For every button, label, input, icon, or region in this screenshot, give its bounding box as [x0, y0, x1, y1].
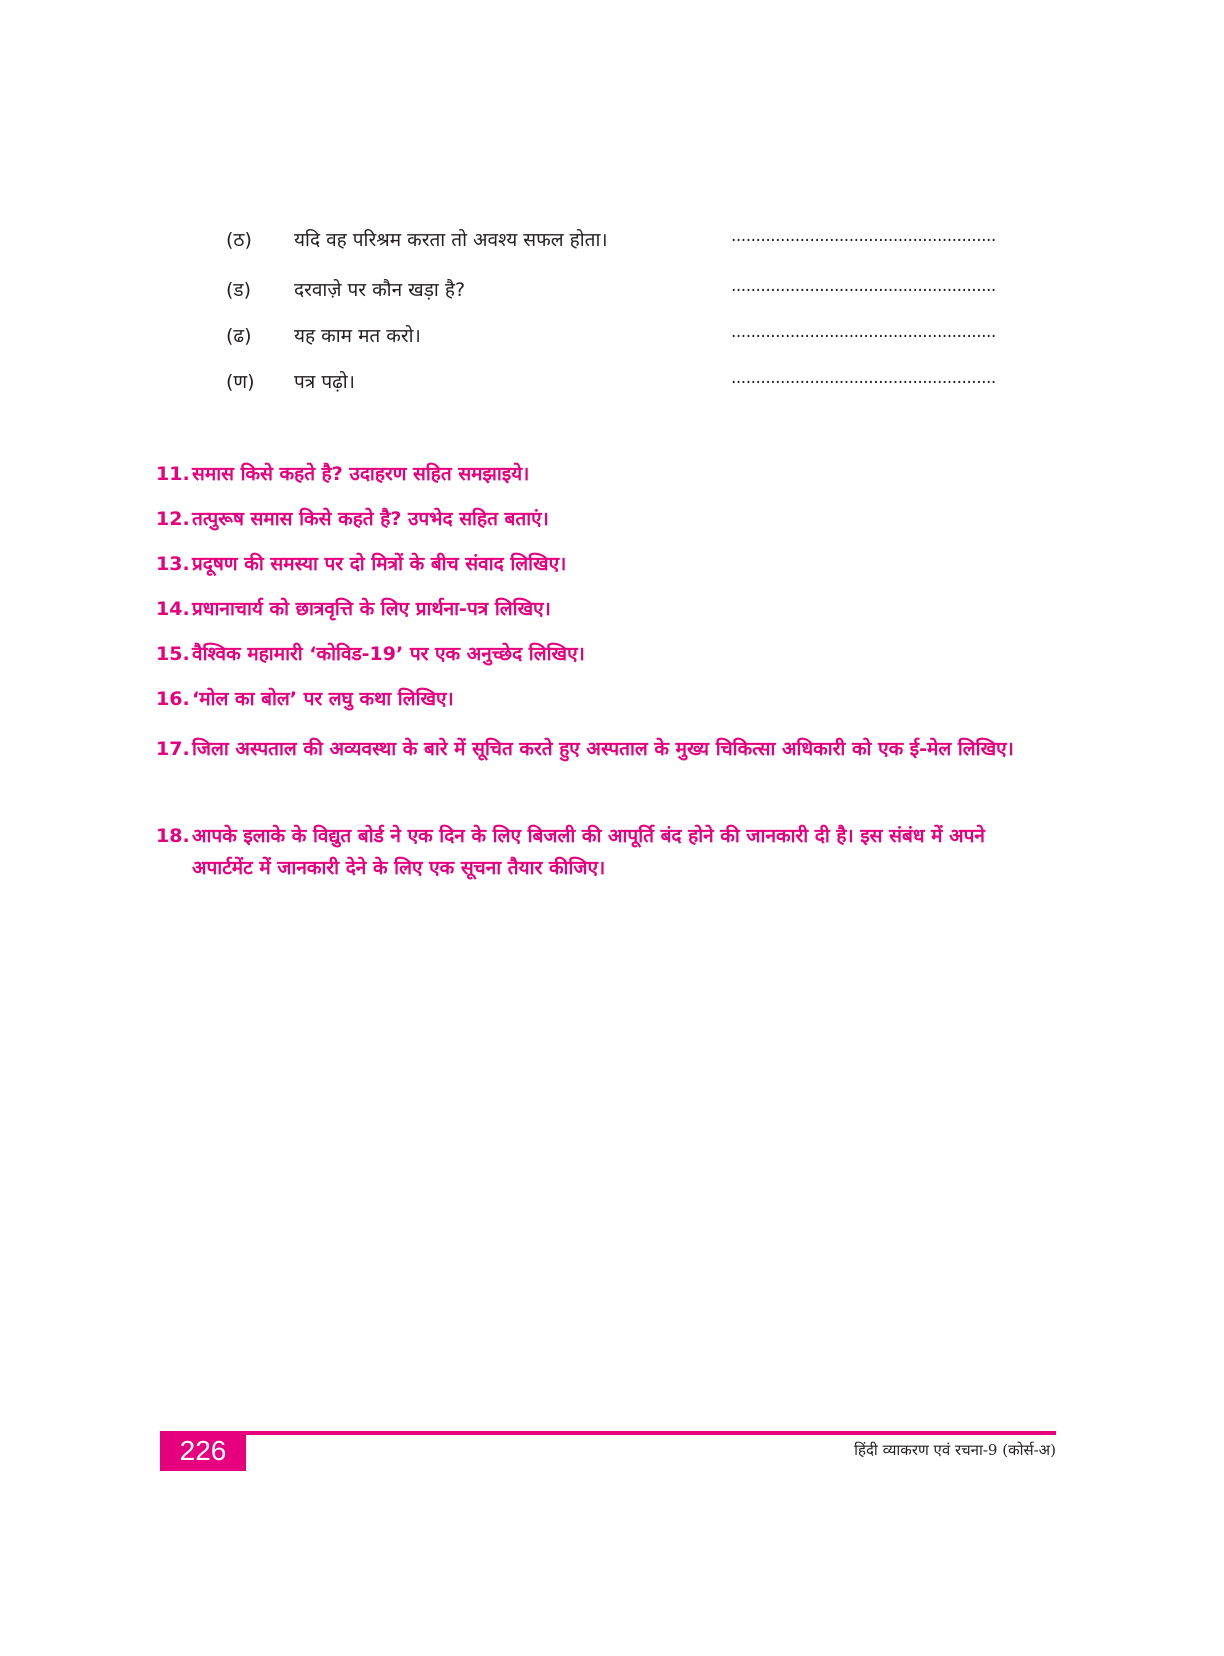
- question-number: 18.: [156, 825, 190, 847]
- book-title: हिंदी व्याकरण एवं रचना-9 (कोर्स-अ): [854, 1441, 1056, 1459]
- question-text: वैश्विक महामारी ‘कोविड-19’ पर एक अनुच्छेद लिखिए।: [192, 643, 585, 665]
- question-number: 12.: [156, 508, 190, 530]
- question-number: 14.: [156, 598, 190, 620]
- question-number: 13.: [156, 553, 190, 575]
- sub-item-label: (ठ): [226, 229, 252, 251]
- sub-item-na: [226, 368, 1026, 400]
- sub-item-label: (ढ): [226, 325, 252, 347]
- answer-blank: ......................................................: [731, 322, 996, 342]
- question-number: 16.: [156, 688, 190, 710]
- sub-item-text: यह काम मत करो।: [294, 325, 421, 347]
- page-number: 226: [160, 1431, 246, 1471]
- sub-item-dha: [226, 322, 1026, 354]
- question-text: जिला अस्पताल की अव्यवस्था के बारे में सूचित करते हुए अस्पताल के मुख्य चिकित्सा अधिकारी को एक ई-मेल लिखिए।: [192, 738, 1014, 760]
- question-text: तत्पुरूष समास किसे कहते है? उपभेद सहित बताएं।: [192, 508, 549, 530]
- question-number: 17.: [156, 738, 190, 760]
- sub-item-label: (ण): [226, 371, 255, 393]
- sub-item-text: यदि वह परिश्रम करता तो अवश्य सफल होता।: [294, 229, 608, 251]
- sub-item-tha: [226, 226, 1026, 258]
- question-text: प्रधानाचार्य को छात्रवृत्ति के लिए प्रार्थना-पत्र लिखिए।: [192, 598, 551, 620]
- question-text: आपके इलाके के विद्युत बोर्ड ने एक दिन के लिए बिजली की आपूर्ति बंद होने की जानकारी दी है। इस संबंध में अपने अपार्टमेंट में जानकारी देने के लिए एक सूचना तैयार कीजिए।: [192, 825, 985, 879]
- question-text: ‘मोल का बोल’ पर लघु कथा लिखिए।: [192, 688, 454, 710]
- sub-item-text: दरवाज़े पर कौन खड़ा है?: [294, 279, 466, 301]
- sub-item-label: (ड): [226, 279, 251, 301]
- question-number: 15.: [156, 643, 190, 665]
- answer-blank: ......................................................: [731, 368, 996, 388]
- question-text: समास किसे कहते है? उदाहरण सहित समझाइये।: [192, 463, 530, 485]
- question-text: प्रदूषण की समस्या पर दो मित्रों के बीच संवाद लिखिए।: [192, 553, 567, 575]
- sub-item-da: [226, 276, 1026, 308]
- sub-item-text: पत्र पढ़ो।: [294, 371, 355, 393]
- answer-blank: ......................................................: [731, 226, 996, 246]
- footer-divider: [160, 1431, 1056, 1435]
- answer-blank: ......................................................: [731, 276, 996, 296]
- question-number: 11.: [156, 463, 190, 485]
